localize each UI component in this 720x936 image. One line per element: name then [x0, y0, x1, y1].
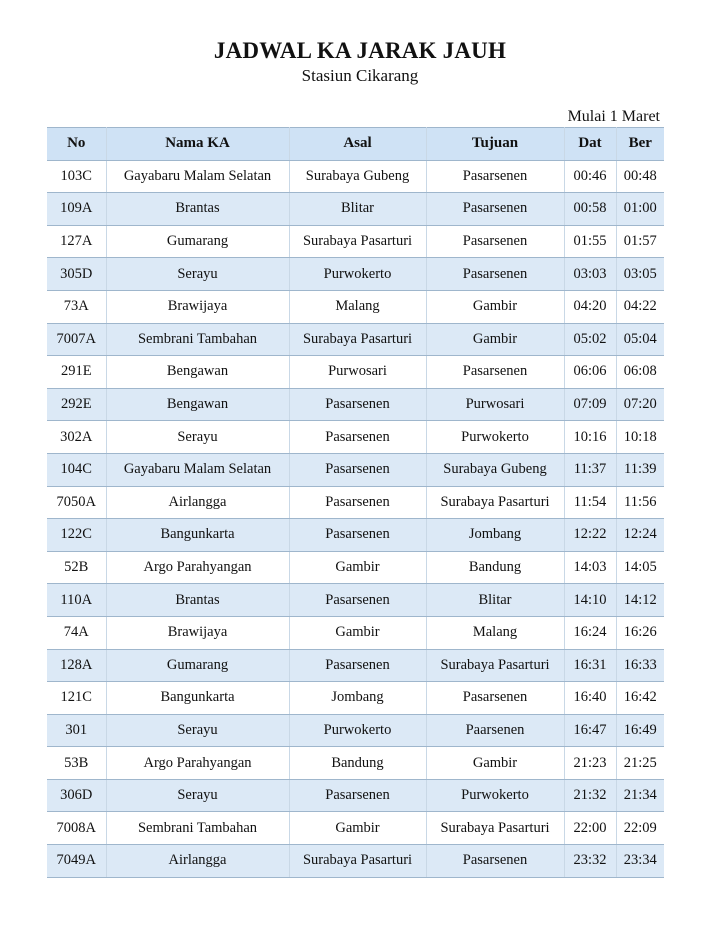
- cell-departure: 16:33: [616, 649, 664, 682]
- cell-train-name: Bengawan: [106, 356, 289, 389]
- table-row: [47, 388, 664, 421]
- cell-departure: 03:05: [616, 258, 664, 291]
- column-header-train-name: Nama KA: [106, 128, 289, 161]
- cell-departure: 04:22: [616, 290, 664, 323]
- table-header-row: [47, 128, 664, 161]
- cell-destination: Pasarsenen: [426, 682, 564, 715]
- table-row: [47, 519, 664, 552]
- table-row: [47, 421, 664, 454]
- cell-departure: 00:48: [616, 160, 664, 193]
- cell-origin: Gambir: [289, 551, 426, 584]
- cell-train-name: Serayu: [106, 258, 289, 291]
- cell-train-name: Serayu: [106, 714, 289, 747]
- cell-train-name: Gayabaru Malam Selatan: [106, 160, 289, 193]
- cell-arrival: 05:02: [564, 323, 616, 356]
- cell-train-name: Argo Parahyangan: [106, 551, 289, 584]
- column-header-destination: Tujuan: [426, 128, 564, 161]
- cell-train-no: 73A: [47, 290, 106, 323]
- cell-destination: Gambir: [426, 323, 564, 356]
- table-row: [47, 682, 664, 715]
- cell-train-no: 110A: [47, 584, 106, 617]
- cell-train-no: 121C: [47, 682, 106, 715]
- cell-train-name: Airlangga: [106, 845, 289, 878]
- station-subtitle: Stasiun Cikarang: [301, 66, 419, 85]
- effective-date: Mulai 1 Maret: [567, 108, 660, 125]
- cell-train-name: Argo Parahyangan: [106, 747, 289, 780]
- cell-arrival: 01:55: [564, 225, 616, 258]
- cell-origin: Surabaya Pasarturi: [289, 323, 426, 356]
- table-body: [47, 160, 664, 877]
- cell-origin: Bandung: [289, 747, 426, 780]
- cell-departure: 06:08: [616, 356, 664, 389]
- cell-origin: Surabaya Pasarturi: [289, 225, 426, 258]
- page-title: JADWAL KA JARAK JAUH: [213, 38, 507, 63]
- column-header-arrival: Dat: [564, 128, 616, 161]
- cell-departure: 01:00: [616, 193, 664, 226]
- cell-origin: Blitar: [289, 193, 426, 226]
- table-row: [47, 649, 664, 682]
- cell-destination: Pasarsenen: [426, 160, 564, 193]
- cell-train-name: Sembrani Tambahan: [106, 323, 289, 356]
- cell-destination: Paarsenen: [426, 714, 564, 747]
- cell-origin: Pasarsenen: [289, 388, 426, 421]
- cell-origin: Pasarsenen: [289, 649, 426, 682]
- cell-destination: Pasarsenen: [426, 356, 564, 389]
- cell-train-name: Bangunkarta: [106, 519, 289, 552]
- table-row: [47, 714, 664, 747]
- cell-destination: Purwokerto: [426, 421, 564, 454]
- cell-arrival: 11:54: [564, 486, 616, 519]
- cell-origin: Pasarsenen: [289, 421, 426, 454]
- table-row: [47, 258, 664, 291]
- cell-train-name: Gumarang: [106, 649, 289, 682]
- cell-destination: Surabaya Pasarturi: [426, 812, 564, 845]
- table-row: [47, 779, 664, 812]
- cell-departure: 21:34: [616, 779, 664, 812]
- cell-destination: Blitar: [426, 584, 564, 617]
- cell-destination: Gambir: [426, 290, 564, 323]
- cell-train-name: Bangunkarta: [106, 682, 289, 715]
- cell-train-no: 103C: [47, 160, 106, 193]
- table-row: [47, 845, 664, 878]
- cell-origin: Pasarsenen: [289, 584, 426, 617]
- cell-origin: Pasarsenen: [289, 779, 426, 812]
- cell-train-no: 122C: [47, 519, 106, 552]
- cell-arrival: 06:06: [564, 356, 616, 389]
- cell-arrival: 00:46: [564, 160, 616, 193]
- cell-destination: Bandung: [426, 551, 564, 584]
- cell-departure: 05:04: [616, 323, 664, 356]
- cell-train-name: Bengawan: [106, 388, 289, 421]
- cell-train-no: 305D: [47, 258, 106, 291]
- cell-destination: Malang: [426, 616, 564, 649]
- cell-arrival: 12:22: [564, 519, 616, 552]
- table-row: [47, 160, 664, 193]
- cell-origin: Pasarsenen: [289, 519, 426, 552]
- cell-train-name: Brantas: [106, 193, 289, 226]
- table-row: [47, 356, 664, 389]
- cell-departure: 14:12: [616, 584, 664, 617]
- table-row: [47, 747, 664, 780]
- cell-train-name: Brawijaya: [106, 616, 289, 649]
- cell-arrival: 10:16: [564, 421, 616, 454]
- cell-arrival: 04:20: [564, 290, 616, 323]
- cell-destination: Surabaya Pasarturi: [426, 649, 564, 682]
- cell-departure: 10:18: [616, 421, 664, 454]
- cell-train-name: Brantas: [106, 584, 289, 617]
- cell-train-no: 301: [47, 714, 106, 747]
- cell-train-no: 109A: [47, 193, 106, 226]
- cell-departure: 16:49: [616, 714, 664, 747]
- cell-train-name: Gayabaru Malam Selatan: [106, 453, 289, 486]
- cell-origin: Pasarsenen: [289, 486, 426, 519]
- cell-train-no: 7049A: [47, 845, 106, 878]
- table-row: [47, 812, 664, 845]
- cell-train-no: 7050A: [47, 486, 106, 519]
- cell-train-no: 306D: [47, 779, 106, 812]
- schedule-table: [47, 127, 664, 878]
- cell-destination: Pasarsenen: [426, 225, 564, 258]
- cell-origin: Purwokerto: [289, 258, 426, 291]
- cell-destination: Pasarsenen: [426, 845, 564, 878]
- cell-departure: 14:05: [616, 551, 664, 584]
- table-row: [47, 225, 664, 258]
- cell-destination: Pasarsenen: [426, 258, 564, 291]
- cell-train-no: 128A: [47, 649, 106, 682]
- column-header-origin: Asal: [289, 128, 426, 161]
- cell-departure: 11:39: [616, 453, 664, 486]
- table-row: [47, 193, 664, 226]
- cell-departure: 11:56: [616, 486, 664, 519]
- cell-departure: 23:34: [616, 845, 664, 878]
- table-row: [47, 486, 664, 519]
- cell-arrival: 21:23: [564, 747, 616, 780]
- cell-destination: Purwosari: [426, 388, 564, 421]
- cell-origin: Surabaya Pasarturi: [289, 845, 426, 878]
- cell-departure: 21:25: [616, 747, 664, 780]
- cell-destination: Jombang: [426, 519, 564, 552]
- cell-arrival: 14:03: [564, 551, 616, 584]
- cell-train-name: Brawijaya: [106, 290, 289, 323]
- cell-train-name: Serayu: [106, 779, 289, 812]
- column-header-no: No: [47, 128, 106, 161]
- cell-train-no: 292E: [47, 388, 106, 421]
- column-header-departure: Ber: [616, 128, 664, 161]
- cell-arrival: 16:31: [564, 649, 616, 682]
- cell-train-no: 53B: [47, 747, 106, 780]
- table-row: [47, 616, 664, 649]
- cell-train-name: Airlangga: [106, 486, 289, 519]
- cell-train-no: 7007A: [47, 323, 106, 356]
- cell-train-no: 104C: [47, 453, 106, 486]
- table-row: [47, 551, 664, 584]
- cell-train-no: 7008A: [47, 812, 106, 845]
- cell-arrival: 14:10: [564, 584, 616, 617]
- cell-origin: Gambir: [289, 812, 426, 845]
- cell-origin: Purwosari: [289, 356, 426, 389]
- cell-train-no: 302A: [47, 421, 106, 454]
- cell-arrival: 16:40: [564, 682, 616, 715]
- cell-origin: Malang: [289, 290, 426, 323]
- cell-origin: Purwokerto: [289, 714, 426, 747]
- cell-origin: Jombang: [289, 682, 426, 715]
- cell-origin: Pasarsenen: [289, 453, 426, 486]
- cell-train-no: 127A: [47, 225, 106, 258]
- cell-train-name: Gumarang: [106, 225, 289, 258]
- cell-train-no: 52B: [47, 551, 106, 584]
- cell-destination: Surabaya Gubeng: [426, 453, 564, 486]
- cell-arrival: 16:47: [564, 714, 616, 747]
- cell-destination: Pasarsenen: [426, 193, 564, 226]
- cell-train-name: Sembrani Tambahan: [106, 812, 289, 845]
- cell-arrival: 21:32: [564, 779, 616, 812]
- cell-arrival: 00:58: [564, 193, 616, 226]
- cell-origin: Surabaya Gubeng: [289, 160, 426, 193]
- cell-destination: Gambir: [426, 747, 564, 780]
- table-row: [47, 323, 664, 356]
- cell-arrival: 23:32: [564, 845, 616, 878]
- cell-train-no: 74A: [47, 616, 106, 649]
- cell-arrival: 11:37: [564, 453, 616, 486]
- cell-departure: 01:57: [616, 225, 664, 258]
- cell-destination: Surabaya Pasarturi: [426, 486, 564, 519]
- cell-train-no: 291E: [47, 356, 106, 389]
- table-row: [47, 290, 664, 323]
- table-row: [47, 584, 664, 617]
- table-row: [47, 453, 664, 486]
- cell-destination: Purwokerto: [426, 779, 564, 812]
- cell-departure: 22:09: [616, 812, 664, 845]
- cell-arrival: 03:03: [564, 258, 616, 291]
- cell-arrival: 07:09: [564, 388, 616, 421]
- cell-origin: Gambir: [289, 616, 426, 649]
- cell-departure: 16:42: [616, 682, 664, 715]
- cell-train-name: Serayu: [106, 421, 289, 454]
- cell-departure: 16:26: [616, 616, 664, 649]
- cell-arrival: 22:00: [564, 812, 616, 845]
- cell-arrival: 16:24: [564, 616, 616, 649]
- cell-departure: 12:24: [616, 519, 664, 552]
- cell-departure: 07:20: [616, 388, 664, 421]
